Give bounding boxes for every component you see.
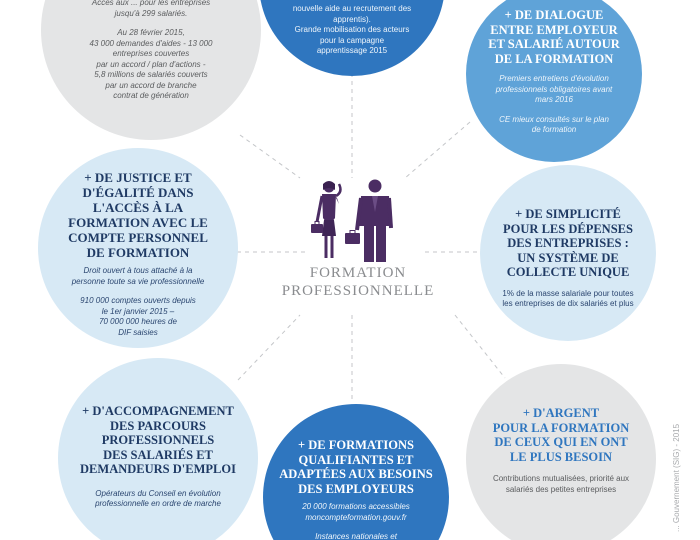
title-line: DES PARCOURS (110, 418, 206, 433)
text-line: mars 2016 (535, 95, 573, 104)
briefcase-icon (311, 222, 323, 234)
text-line: 70 000 000 heures de (99, 317, 177, 326)
circle-bottom-right (466, 364, 656, 540)
text-line: pour la campagne (319, 35, 385, 45)
title-line: DEMANDEURS D'EMPLOI (80, 462, 236, 476)
text-line: CE mieux consultés sur le plan (499, 114, 609, 124)
text-line: jusqu'à 299 salariés. (114, 8, 188, 18)
title-line: PROFESSIONNELS (101, 433, 215, 447)
text-line: Droit ouvert à tous attaché à la (83, 266, 193, 275)
title-line: DE CEUX QUI EN ONT (494, 435, 628, 449)
circle-top-left-text-1 (92, 0, 210, 19)
title-line: ENTRE EMPLOYEUR (490, 22, 618, 37)
text-line: le 1er janvier 2015 – (101, 306, 175, 316)
circle-top-center-text (293, 4, 411, 57)
text-line: DIF saisies (118, 327, 158, 337)
circle-mid-left (38, 148, 238, 348)
title-line: DES SALARIÉS ET (103, 447, 213, 462)
text-line: Opérateurs du Conseil en évolution (95, 488, 221, 498)
text-line: Premiers entretiens d'évolution (499, 74, 609, 83)
text-line: salariés des petites entreprises (505, 484, 617, 494)
text-line: par un accord de branche (105, 80, 197, 90)
circle-bottom-left-title (80, 404, 236, 477)
briefcase-icon (345, 231, 360, 245)
circle-top-right-text-1 (496, 74, 613, 106)
circle-top-left-text-2 (90, 28, 213, 102)
text-line: 910 000 comptes ouverts depuis (80, 296, 196, 305)
text-line: entreprises couvertes (112, 49, 190, 58)
text-line: les entreprises de dix salariés et plus (502, 299, 634, 308)
text-line: Grande mobilisation des acteurs (294, 25, 410, 34)
title-line: D'ÉGALITÉ DANS (82, 185, 194, 200)
title-line: ET SALARIÉ AUTOUR (488, 37, 620, 51)
title-line: L'ACCÈS À LA (92, 200, 184, 215)
circle-bottom-center-text-1 (302, 502, 410, 523)
title-line: FORMATION AVEC LE (68, 215, 208, 230)
title-line: UN SYSTÈME DE (517, 250, 619, 265)
title-line: QUALIFIANTES ET (298, 452, 414, 467)
circle-top-right-text-2 (499, 115, 609, 136)
title-line: COLLECTE UNIQUE (506, 265, 630, 279)
center-title-line-1: FORMATION (309, 265, 407, 281)
title-line: DE LA FORMATION (494, 51, 614, 66)
circle-mid-left-title (68, 170, 208, 260)
title-line: + D'ACCOMPAGNEMENT (82, 404, 234, 418)
connector-line-bottom-left (238, 315, 300, 380)
text-line: Accès aux ... pour les entreprises (91, 0, 211, 7)
title-line: DE FORMATION (86, 245, 190, 260)
text-line: professionnels obligatoires avant (495, 84, 613, 94)
connector-line-top-left (240, 135, 300, 178)
title-line: LE PLUS BESOIN (509, 449, 613, 464)
title-line: DES ENTREPRISES : (507, 236, 629, 250)
title-line: ADAPTÉES AUX BESOINS (279, 467, 433, 481)
title-line: + DE DIALOGUE (504, 8, 604, 22)
credit-text: ... Gouvernement (SIG) - 2015 (672, 423, 681, 532)
text-line: 5,8 millions de salariés couverts (94, 70, 208, 79)
title-line: + DE FORMATIONS (298, 438, 414, 452)
circle-bottom-center-text-2 (315, 532, 397, 540)
circle-mid-right-text-1 (502, 289, 633, 310)
circle-mid-left-text-2 (80, 296, 196, 338)
text-line: Contributions mutualisées, priorité aux (492, 474, 630, 483)
text-line: de formation (531, 125, 577, 134)
title-line: DES EMPLOYEURS (298, 481, 414, 496)
text-line: 43 000 demandes d'aides - 13 000 (89, 38, 213, 48)
title-line: + DE JUSTICE ET (84, 170, 192, 185)
circle-mid-right (480, 165, 656, 341)
text-line: 20 000 formations accessibles (302, 502, 410, 511)
circle-mid-right-title (503, 207, 633, 280)
text-line: moncompteformation.gouv.fr (305, 512, 407, 522)
text-line: par un accord / plan d'actions - (96, 59, 206, 69)
circle-bottom-left-text-1 (95, 489, 221, 510)
circle-top-right-title (488, 8, 620, 66)
text-line: apprentissage 2015 (316, 46, 388, 55)
circle-bottom-center-title (279, 438, 433, 496)
text-line: apprentis). (333, 14, 371, 24)
text-line: personne toute sa vie professionnelle (71, 276, 205, 286)
circle-bottom-right-title (493, 406, 630, 464)
connector-line-bottom-right (455, 315, 505, 378)
text-line: nouvelle aide au recrutement des (292, 4, 412, 13)
title-line: + DE SIMPLICITÉ (515, 207, 621, 221)
center-title-line-2: PROFESSIONNELLE (281, 283, 435, 299)
business-people-illustration (305, 178, 405, 266)
center-title (278, 264, 438, 300)
connector-line-top-right (405, 122, 470, 178)
businesswoman-icon (317, 181, 340, 258)
title-line: POUR LES DÉPENSES (503, 221, 633, 236)
text-line: professionnelle en ordre de marche (95, 499, 221, 508)
text-line: Instances nationales et (315, 532, 397, 540)
businessman-icon (357, 180, 391, 263)
circle-bottom-right-text-1 (493, 474, 629, 495)
text-line: contrat de génération (113, 91, 189, 100)
text-line: Au 28 février 2015, (117, 28, 185, 37)
title-line: COMPTE PERSONNEL (68, 230, 208, 245)
text-line: 1% de la masse salariale pour toutes (502, 288, 634, 298)
title-line: POUR LA FORMATION (492, 420, 630, 435)
circle-mid-left-text-1 (72, 266, 205, 287)
title-line: + D'ARGENT (522, 406, 600, 420)
